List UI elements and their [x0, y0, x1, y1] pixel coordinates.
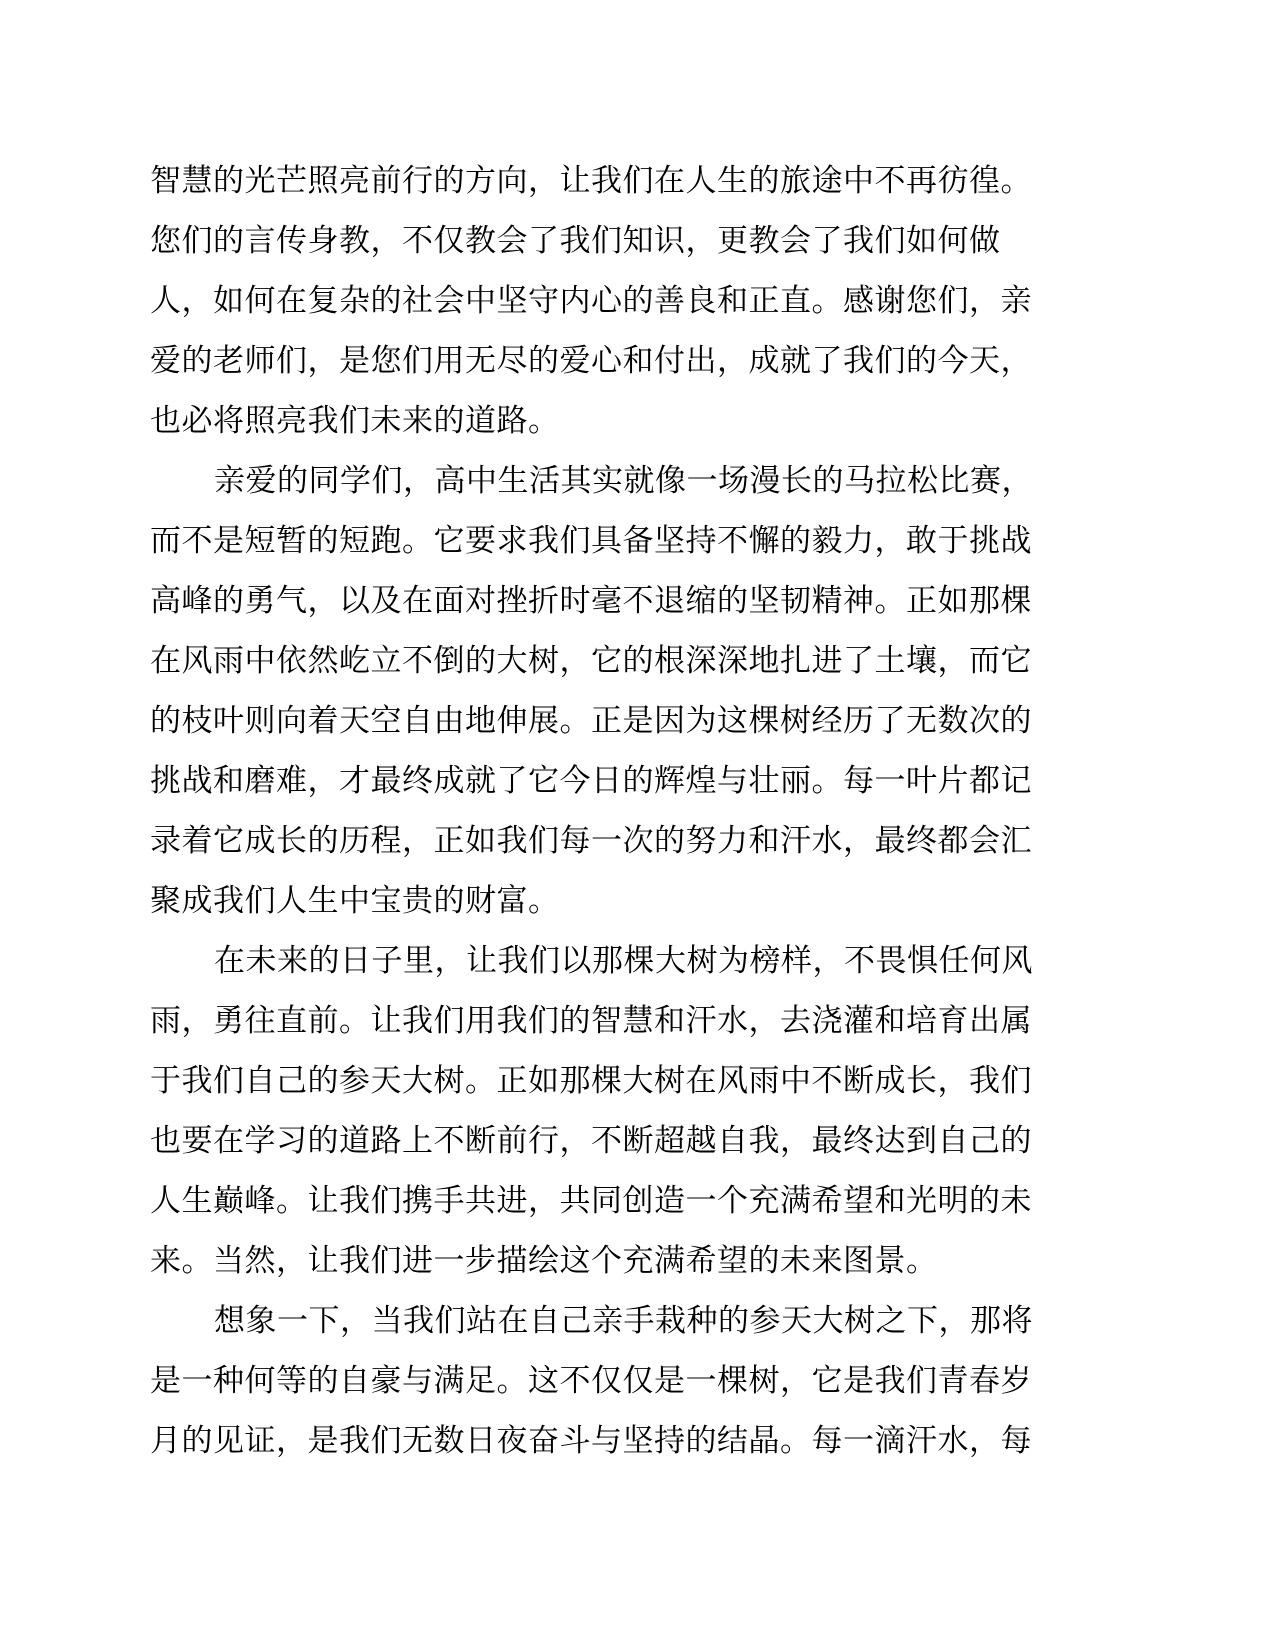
- text-line: 月的见证，是我们无数日夜奋斗与坚持的结晶。每一滴汗水，每: [150, 1423, 1032, 1459]
- text-line: 来。当然，让我们进一步描绘这个充满希望的未来图景。: [150, 1243, 938, 1279]
- paragraph-start-line: 想象一下，当我们站在自己亲手栽种的参天大树之下，那将: [214, 1303, 1033, 1339]
- text-line: 您们的言传身教，不仅教会了我们知识，更教会了我们如何做: [150, 223, 1001, 259]
- text-line: 而不是短暂的短跑。它要求我们具备坚持不懈的毅力，敢于挑战: [150, 523, 1032, 559]
- paragraph-start-line: 在未来的日子里，让我们以那棵大树为榜样，不畏惧任何风: [214, 943, 1033, 979]
- text-line: 聚成我们人生中宝贵的财富。: [150, 883, 560, 919]
- text-line: 爱的老师们，是您们用无尽的爱心和付出，成就了我们的今天，: [150, 343, 1032, 379]
- text-line: 智慧的光芒照亮前行的方向，让我们在人生的旅途中不再彷徨。: [150, 163, 1032, 199]
- text-line: 在风雨中依然屹立不倒的大树，它的根深深地扎进了土壤，而它: [150, 643, 1032, 679]
- paragraph-start-line: 亲爱的同学们，高中生活其实就像一场漫长的马拉松比赛，: [214, 463, 1033, 499]
- text-line: 人生巅峰。让我们携手共进，共同创造一个充满希望和光明的未: [150, 1183, 1032, 1219]
- text-line: 是一种何等的自豪与满足。这不仅仅是一棵树，它是我们青春岁: [150, 1363, 1032, 1399]
- text-line: 雨，勇往直前。让我们用我们的智慧和汗水，去浇灌和培育出属: [150, 1003, 1032, 1039]
- text-line: 录着它成长的历程，正如我们每一次的努力和汗水，最终都会汇: [150, 823, 1032, 859]
- text-line: 高峰的勇气，以及在面对挫折时毫不退缩的坚韧精神。正如那棵: [150, 583, 1032, 619]
- text-line: 人，如何在复杂的社会中坚守内心的善良和正直。感谢您们，亲: [150, 283, 1032, 319]
- text-line: 于我们自己的参天大树。正如那棵大树在风雨中不断成长，我们: [150, 1063, 1032, 1099]
- text-line: 的枝叶则向着天空自由地伸展。正是因为这棵树经历了无数次的: [150, 703, 1032, 739]
- text-line: 挑战和磨难，才最终成就了它今日的辉煌与壮丽。每一叶片都记: [150, 763, 1032, 799]
- text-line: 也要在学习的道路上不断前行，不断超越自我，最终达到自己的: [150, 1123, 1032, 1159]
- body-text: [150, 151, 1050, 1471]
- text-line: 也必将照亮我们未来的道路。: [150, 403, 560, 439]
